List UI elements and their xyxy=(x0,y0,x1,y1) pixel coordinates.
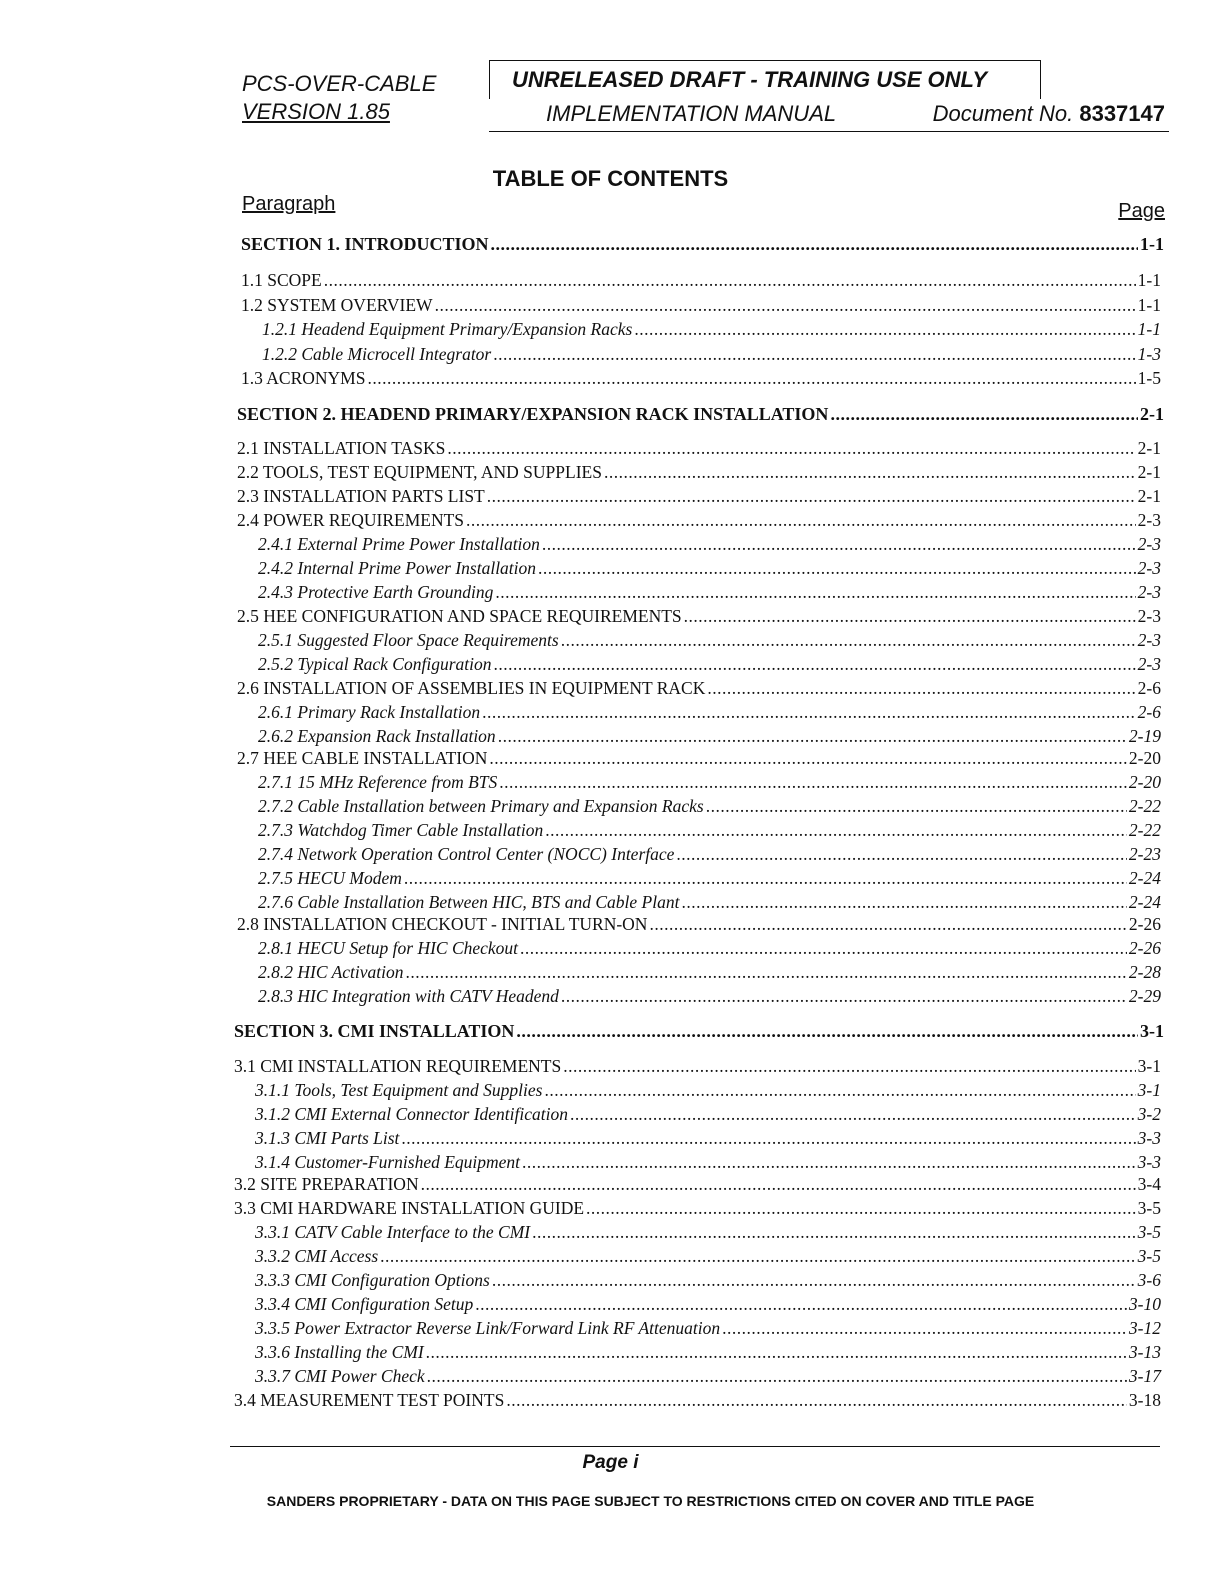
dot-leader xyxy=(427,1365,1127,1387)
dot-leader xyxy=(406,961,1127,983)
toc-entry-page: 1-3 xyxy=(1137,344,1161,364)
toc-entry xyxy=(255,1245,1161,1267)
toc-entry xyxy=(258,629,1161,651)
page-column-header: Page xyxy=(1118,200,1165,222)
toc-entry-page: 2-22 xyxy=(1128,796,1161,816)
toc-entry xyxy=(258,891,1161,913)
dot-leader xyxy=(586,1197,1136,1219)
toc-entry-label: 3.3 CMI HARDWARE INSTALLATION GUIDE xyxy=(234,1198,585,1218)
toc-entry xyxy=(258,937,1161,959)
toc-entry xyxy=(237,509,1161,531)
dot-leader xyxy=(706,795,1127,817)
toc-entry-label: SECTION 1. INTRODUCTION xyxy=(241,234,489,254)
toc-entry xyxy=(237,437,1161,459)
toc-entry-page: 1-1 xyxy=(1137,270,1161,290)
toc-section-entry xyxy=(241,233,1164,255)
toc-entry-label: 3.1.3 CMI Parts List xyxy=(255,1128,400,1148)
dot-leader xyxy=(426,1341,1127,1363)
dot-leader xyxy=(447,437,1135,459)
toc-entry-page: 1-1 xyxy=(1137,295,1161,315)
dot-leader xyxy=(506,1389,1127,1411)
toc-entry xyxy=(258,701,1161,723)
page-number: Page i xyxy=(582,1452,639,1473)
toc-entry xyxy=(234,1173,1161,1195)
toc-entry xyxy=(237,677,1161,699)
toc-entry xyxy=(258,867,1161,889)
toc-entry-page: 2-3 xyxy=(1137,534,1161,554)
dot-leader xyxy=(542,533,1136,555)
dot-leader xyxy=(435,294,1136,316)
dot-leader xyxy=(493,653,1135,675)
proprietary-notice: SANDERS PROPRIETARY - DATA ON THIS PAGE SUBJECT TO RESTRICTIONS CITED ON COVER AND TITLE PAGE xyxy=(266,1493,1035,1509)
toc-entry-label: 3.1.2 CMI External Connector Identification xyxy=(255,1104,569,1124)
toc-entry-page: 2-3 xyxy=(1137,558,1161,578)
toc-entry-label: 3.3.4 CMI Configuration Setup xyxy=(255,1294,474,1314)
toc-entry-page: 2-24 xyxy=(1128,868,1161,888)
toc-entry-label: 2.8.1 HECU Setup for HIC Checkout xyxy=(258,938,519,958)
toc-entry-page: 2-26 xyxy=(1128,938,1161,958)
toc-entry-page: 3-13 xyxy=(1128,1342,1161,1362)
toc-title: TABLE OF CONTENTS xyxy=(492,166,729,191)
toc-entry xyxy=(241,294,1161,316)
dot-leader xyxy=(498,725,1127,747)
dot-leader xyxy=(493,343,1135,365)
toc-entry xyxy=(262,343,1161,365)
dot-leader xyxy=(561,629,1136,651)
toc-entry-page: 3-1 xyxy=(1137,1056,1161,1076)
toc-entry-label: 2.4.3 Protective Earth Grounding xyxy=(258,582,494,602)
toc-entry-label: 2.7.3 Watchdog Timer Cable Installation xyxy=(258,820,544,840)
toc-entry xyxy=(255,1341,1161,1363)
doc-number: 8337147 xyxy=(1079,101,1165,126)
toc-entry-page: 3-5 xyxy=(1137,1198,1161,1218)
product-name: PCS-OVER-CABLE xyxy=(242,71,437,96)
toc-entry-label: 2.5.2 Typical Rack Configuration xyxy=(258,654,492,674)
toc-entry-page: 3-3 xyxy=(1137,1152,1161,1172)
toc-entry-label: 2.8.3 HIC Integration with CATV Headend xyxy=(258,986,559,1006)
toc-entry-page: 2-20 xyxy=(1128,772,1161,792)
toc-entry xyxy=(258,795,1161,817)
toc-entry-label: 1.2.2 Cable Microcell Integrator xyxy=(262,344,492,364)
dot-leader xyxy=(545,1079,1136,1101)
toc-entry-label: 1.3 ACRONYMS xyxy=(241,368,366,388)
document-number xyxy=(933,98,1165,130)
toc-entry-label: 3.1 CMI INSTALLATION REQUIREMENTS xyxy=(234,1056,562,1076)
toc-entry-page: 3-12 xyxy=(1128,1318,1161,1338)
toc-entry xyxy=(255,1151,1161,1173)
toc-entry xyxy=(255,1127,1161,1149)
toc-entry-label: 1.2 SYSTEM OVERVIEW xyxy=(241,295,433,315)
toc-entry-page: 1-5 xyxy=(1137,368,1161,388)
dot-leader xyxy=(495,581,1135,603)
dot-leader xyxy=(324,269,1136,291)
toc-entry-page: 3-17 xyxy=(1128,1366,1161,1386)
toc-entry-page: 3-3 xyxy=(1137,1128,1161,1148)
toc-entry-label: 3.1.4 Customer-Furnished Equipment xyxy=(255,1152,521,1172)
dot-leader xyxy=(532,1221,1136,1243)
toc-entry-label: 2.6.2 Expansion Rack Installation xyxy=(258,726,496,746)
dot-leader xyxy=(499,771,1127,793)
dot-leader xyxy=(421,1173,1136,1195)
dot-leader xyxy=(538,557,1136,579)
toc-entry-page: 3-18 xyxy=(1128,1390,1161,1410)
toc-entry-label: 2.6 INSTALLATION OF ASSEMBLIES IN EQUIPMENT RACK xyxy=(237,678,706,698)
toc-entry-label: 3.3.5 Power Extractor Reverse Link/Forward Link RF Attenuation xyxy=(255,1318,721,1338)
toc-entry-page: 2-1 xyxy=(1137,438,1161,458)
toc-entry-page: 2-1 xyxy=(1137,486,1161,506)
toc-entry-label: 2.8 INSTALLATION CHECKOUT - INITIAL TURN-ON xyxy=(237,914,648,934)
toc-entry-page: 2-20 xyxy=(1128,748,1161,768)
toc-entry xyxy=(258,819,1161,841)
toc-entry-label: 2.7.6 Cable Installation Between HIC, BTS and Cable Plant xyxy=(258,892,680,912)
dot-leader xyxy=(491,233,1138,255)
toc-entry-label: 3.3.2 CMI Access xyxy=(255,1246,379,1266)
toc-section-entry xyxy=(234,1020,1164,1042)
toc-entry xyxy=(258,961,1161,983)
dot-leader xyxy=(367,367,1135,389)
toc-entry-page: 3-1 xyxy=(1140,1021,1164,1041)
toc-entry xyxy=(258,843,1161,865)
toc-entry-label: 3.1.1 Tools, Test Equipment and Supplies xyxy=(255,1080,543,1100)
dot-leader xyxy=(634,318,1135,340)
toc-entry-label: SECTION 3. CMI INSTALLATION xyxy=(234,1021,515,1041)
toc-entry-label: 2.6.1 Primary Rack Installation xyxy=(258,702,481,722)
toc-entry xyxy=(258,581,1161,603)
toc-entry xyxy=(258,557,1161,579)
dot-leader xyxy=(545,819,1127,841)
toc-entry xyxy=(258,985,1161,1007)
toc-entry-label: 2.8.2 HIC Activation xyxy=(258,962,404,982)
toc-entry xyxy=(234,1389,1161,1411)
dot-leader xyxy=(563,1055,1135,1077)
toc-entry-label: 2.4.2 Internal Prime Power Installation xyxy=(258,558,537,578)
toc-entry-label: 2.4 POWER REQUIREMENTS xyxy=(237,510,465,530)
toc-entry xyxy=(255,1293,1161,1315)
dot-leader xyxy=(404,867,1127,889)
dot-leader xyxy=(570,1103,1136,1125)
toc-entry-label: 2.7.5 HECU Modem xyxy=(258,868,402,888)
dot-leader xyxy=(466,509,1136,531)
toc-entry xyxy=(237,747,1161,769)
toc-entry xyxy=(237,461,1161,483)
dot-leader xyxy=(561,985,1127,1007)
toc-entry-page: 3-4 xyxy=(1137,1174,1161,1194)
toc-entry xyxy=(234,1197,1161,1219)
dot-leader xyxy=(489,747,1127,769)
toc-entry-page: 1-1 xyxy=(1137,319,1161,339)
dot-leader xyxy=(604,461,1136,483)
toc-entry-label: 2.4.1 External Prime Power Installation xyxy=(258,534,540,554)
toc-entry-page: 2-24 xyxy=(1128,892,1161,912)
dot-leader xyxy=(681,891,1126,913)
footer-rule xyxy=(230,1446,1160,1447)
header-left xyxy=(242,70,436,126)
toc-entry-label: 1.2.1 Headend Equipment Primary/Expansion Racks xyxy=(262,319,633,339)
toc-entry-label: 2.7.2 Cable Installation between Primary and Expansion Racks xyxy=(258,796,704,816)
toc-entry-page: 2-28 xyxy=(1128,962,1161,982)
toc-entry-label: 1.1 SCOPE xyxy=(241,270,322,290)
toc-entry xyxy=(255,1103,1161,1125)
dot-leader xyxy=(516,1020,1138,1042)
toc-entry-label: 3.3.3 CMI Configuration Options xyxy=(255,1270,490,1290)
toc-entry-page: 1-1 xyxy=(1140,234,1164,254)
toc-entry-page: 2-6 xyxy=(1137,678,1161,698)
manual-title: IMPLEMENTATION MANUAL xyxy=(546,101,837,126)
dot-leader xyxy=(707,677,1135,699)
dot-leader xyxy=(676,843,1127,865)
dot-leader xyxy=(401,1127,1135,1149)
toc-entry-page: 2-22 xyxy=(1128,820,1161,840)
dot-leader xyxy=(722,1317,1127,1339)
toc-entry xyxy=(255,1221,1161,1243)
toc-entry xyxy=(258,653,1161,675)
toc-entry xyxy=(255,1079,1161,1101)
toc-entry-label: SECTION 2. HEADEND PRIMARY/EXPANSION RACK INSTALLATION xyxy=(237,404,829,424)
toc-entry-label: 2.1 INSTALLATION TASKS xyxy=(237,438,446,458)
toc-entry-label: 3.3.6 Installing the CMI xyxy=(255,1342,424,1362)
toc-entry-label: 3.4 MEASUREMENT TEST POINTS xyxy=(234,1390,505,1410)
toc-entry-label: 2.7.4 Network Operation Control Center (NOCC) Interface xyxy=(258,844,675,864)
toc-entry-label: 2.5 HEE CONFIGURATION AND SPACE REQUIREMENTS xyxy=(237,606,682,626)
toc-entry-page: 2-3 xyxy=(1137,606,1161,626)
dot-leader xyxy=(520,937,1127,959)
dot-leader xyxy=(684,605,1136,627)
toc-entry-label: 2.5.1 Suggested Floor Space Requirements xyxy=(258,630,559,650)
toc-entry-label: 2.7.1 15 MHz Reference from BTS xyxy=(258,772,498,792)
toc-entry xyxy=(237,605,1161,627)
toc-entry xyxy=(258,771,1161,793)
toc-entry xyxy=(237,485,1161,507)
toc-entry-page: 3-5 xyxy=(1137,1246,1161,1266)
toc-entry-page: 2-19 xyxy=(1128,726,1161,746)
dot-leader xyxy=(492,1269,1136,1291)
toc-entry xyxy=(262,318,1161,340)
toc-entry-page: 3-2 xyxy=(1137,1104,1161,1124)
version-label: VERSION 1.85 xyxy=(242,99,390,124)
toc-entry-page: 2-29 xyxy=(1128,986,1161,1006)
toc-entry-page: 2-3 xyxy=(1137,582,1161,602)
toc-entry-page: 2-3 xyxy=(1137,510,1161,530)
toc-entry-page: 2-6 xyxy=(1137,702,1161,722)
dot-leader xyxy=(380,1245,1136,1267)
toc-entry-label: 2.2 TOOLS, TEST EQUIPMENT, AND SUPPLIES xyxy=(237,462,602,482)
toc-entry-page: 3-10 xyxy=(1128,1294,1161,1314)
toc-entry-page: 2-3 xyxy=(1137,630,1161,650)
toc-entry-page: 3-1 xyxy=(1137,1080,1161,1100)
toc-entry-page: 2-1 xyxy=(1140,404,1164,424)
toc-entry xyxy=(241,269,1161,291)
toc-entry-page: 3-5 xyxy=(1137,1222,1161,1242)
toc-entry xyxy=(255,1365,1161,1387)
toc-entry xyxy=(237,913,1161,935)
toc-entry-page: 2-23 xyxy=(1128,844,1161,864)
toc-entry-page: 2-1 xyxy=(1137,462,1161,482)
toc-entry-page: 2-26 xyxy=(1128,914,1161,934)
toc-entry xyxy=(234,1055,1161,1077)
toc-entry xyxy=(255,1317,1161,1339)
toc-entry-label: 3.3.1 CATV Cable Interface to the CMI xyxy=(255,1222,531,1242)
toc-entry-label: 3.2 SITE PREPARATION xyxy=(234,1174,419,1194)
toc-entry xyxy=(258,725,1161,747)
dot-leader xyxy=(482,701,1136,723)
header-subtitle xyxy=(489,98,1169,132)
toc-entry-page: 3-6 xyxy=(1137,1270,1161,1290)
paragraph-column-header: Paragraph xyxy=(242,193,336,215)
dot-leader xyxy=(649,913,1126,935)
toc-entry xyxy=(255,1269,1161,1291)
dot-leader xyxy=(487,485,1136,507)
toc-entry-label: 2.3 INSTALLATION PARTS LIST xyxy=(237,486,485,506)
doc-label: Document No. xyxy=(932,101,1074,126)
toc-entry-page: 2-3 xyxy=(1137,654,1161,674)
toc-entry xyxy=(258,533,1161,555)
dot-leader xyxy=(475,1293,1127,1315)
draft-notice: UNRELEASED DRAFT - TRAINING USE ONLY xyxy=(489,60,1041,99)
toc-section-entry xyxy=(237,403,1164,425)
dot-leader xyxy=(830,403,1138,425)
toc-entry-label: 2.7 HEE CABLE INSTALLATION xyxy=(237,748,488,768)
toc-entry-label: 3.3.7 CMI Power Check xyxy=(255,1366,425,1386)
dot-leader xyxy=(522,1151,1136,1173)
toc-entry xyxy=(241,367,1161,389)
